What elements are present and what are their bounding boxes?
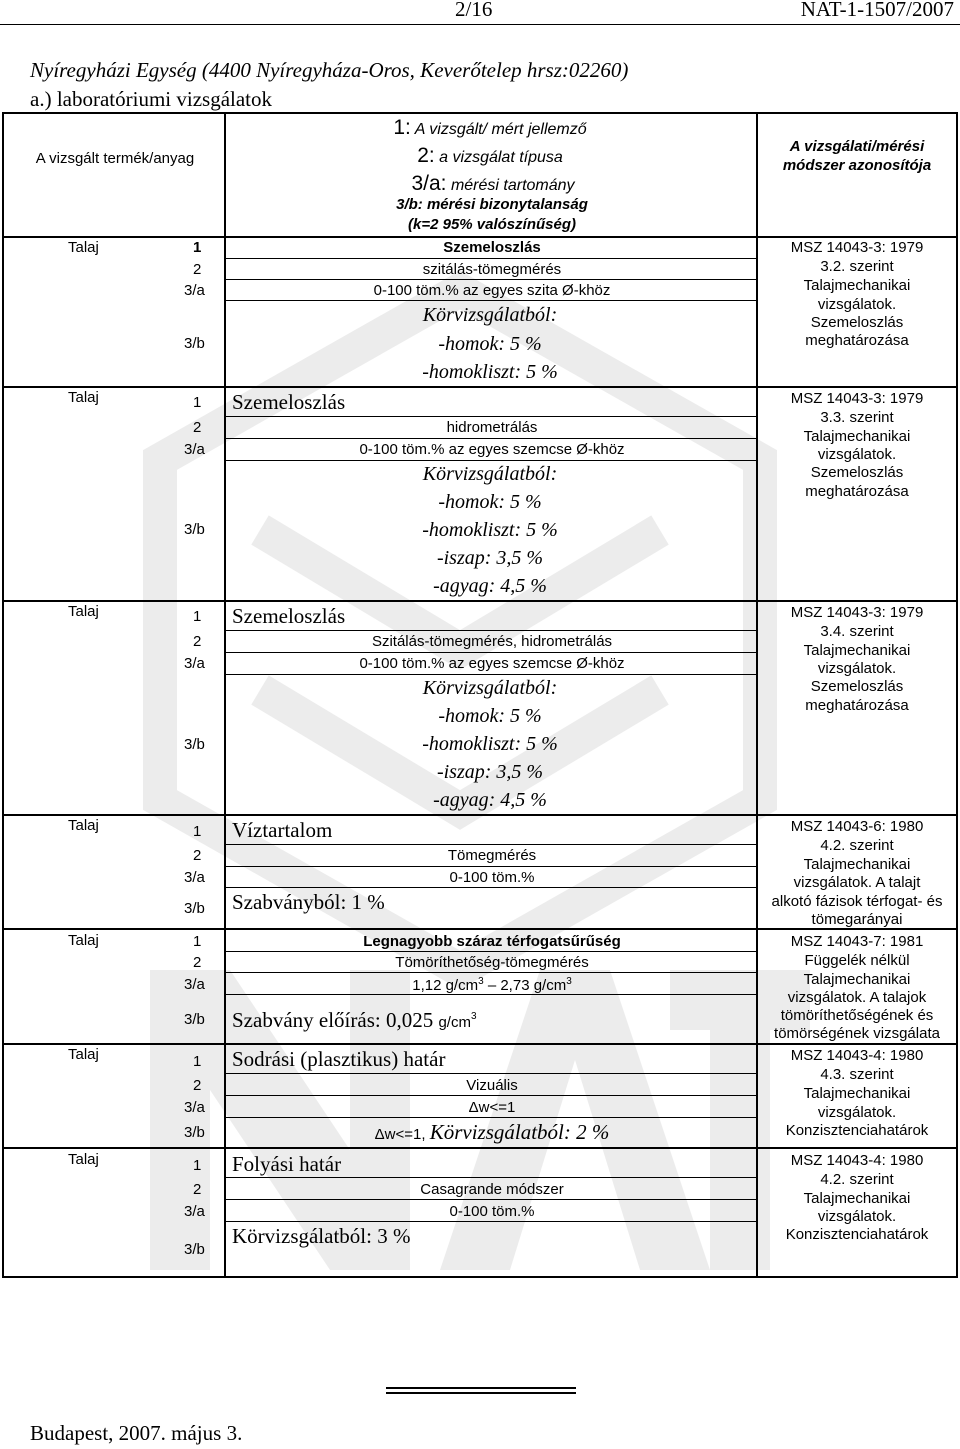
row-label-3a: 3/a	[184, 282, 205, 299]
header-legend-3a: 3/a: mérési tartomány	[411, 172, 575, 195]
row-label-3b: 3/b	[184, 736, 205, 753]
row-label-3b: 3/b	[184, 1011, 205, 1028]
method-line: meghatározása	[805, 483, 909, 500]
header-legend-1: 1: A vizsgált/ mért jellemző	[393, 116, 587, 139]
row-separator	[2, 814, 958, 816]
method-line: tömegarányai	[811, 911, 903, 928]
row-label-2: 2	[193, 261, 202, 278]
method-line: tömöríthetőségének és	[780, 1007, 934, 1024]
col-divider-2	[756, 112, 758, 1278]
row-label-3a: 3/a	[184, 869, 205, 886]
subrow-line	[226, 1177, 756, 1178]
material-label: Talaj	[68, 389, 99, 406]
uncertainty-line: -iszap: 3,5 %	[436, 761, 544, 783]
row-label-1: 1	[193, 394, 202, 411]
subrow-line	[226, 972, 756, 973]
header-legend-2: 2: a vizsgálat típusa	[417, 144, 563, 167]
method-line: Konzisztenciahatárok	[785, 1226, 929, 1243]
method-line: meghatározása	[805, 697, 909, 714]
subrow-line	[226, 1095, 756, 1096]
subrow-line	[226, 994, 756, 995]
section-title: a.) laboratóriumi vizsgálatok	[30, 87, 273, 111]
method-line: Talajmechanikai	[803, 856, 911, 873]
method-line: MSZ 14043-3: 1979	[790, 390, 924, 407]
header-bottom-rule	[2, 236, 958, 238]
uncertainty-line: -homokliszt: 5 %	[422, 519, 558, 541]
footer-rule	[386, 1392, 576, 1394]
row-label-2: 2	[193, 954, 202, 971]
measuring-range: Δw<=1	[468, 1099, 516, 1116]
measuring-range: 0-100 töm.% az egyes szita Ø-khöz	[373, 282, 611, 299]
subrow-line	[226, 438, 756, 439]
method-line: Talajmechanikai	[803, 428, 911, 445]
subrow-line	[226, 630, 756, 631]
material-label: Talaj	[68, 817, 99, 834]
material-label: Talaj	[68, 932, 99, 949]
characteristic: Szemeloszlás	[443, 239, 541, 256]
subrow-line	[226, 652, 756, 653]
test-type: Tömöríthetőség-tömegmérés	[395, 954, 589, 971]
subrow-line	[226, 1221, 756, 1222]
subrow-line	[226, 951, 756, 952]
row-label-1: 1	[193, 239, 202, 256]
row-label-3b: 3/b	[184, 1124, 205, 1141]
uncertainty-line: Körvizsgálatból:	[422, 304, 558, 326]
uncertainty-line: Körvizsgálatból:	[422, 677, 558, 699]
method-line: vizsgálatok. A talajt	[793, 874, 921, 891]
row-label-3a: 3/a	[184, 976, 205, 993]
characteristic: Folyási határ	[232, 1152, 342, 1176]
unit-title: Nyíregyházi Egység (4400 Nyíregyháza-Oros, Keverőtelep hrsz:02260)	[30, 58, 629, 82]
row-label-2: 2	[193, 1077, 202, 1094]
characteristic: Sodrási (plasztikus) határ	[232, 1047, 446, 1071]
test-type: Tömegmérés	[447, 847, 537, 864]
uncertainty: Szabvány előírás: 0,025 $g/cm^3$	[232, 1008, 477, 1032]
method-line: 4.2. szerint	[820, 837, 894, 854]
row-label-1: 1	[193, 1053, 202, 1070]
characteristic: Szemeloszlás	[232, 390, 346, 414]
test-type: hidrometrálás	[446, 419, 538, 436]
method-line: Függelék nélkül	[804, 952, 910, 969]
row-label-3b: 3/b	[184, 900, 205, 917]
method-line: vizsgálatok.	[817, 660, 897, 677]
method-line: Talajmechanikai	[803, 1085, 911, 1102]
method-line: tömörségének vizsgálata	[774, 1025, 940, 1042]
method-line: Talajmechanikai	[803, 277, 911, 294]
col-divider-1	[224, 112, 226, 1278]
subrow-line	[226, 1117, 756, 1118]
subrow-line	[226, 887, 756, 888]
method-line: meghatározása	[805, 332, 909, 349]
row-label-3a: 3/a	[184, 655, 205, 672]
subrow-line	[226, 1073, 756, 1074]
uncertainty: Körvizsgálatból: 3 %	[232, 1224, 411, 1248]
test-type: Szitálás-tömegmérés, hidrometrálás	[371, 633, 613, 650]
row-separator	[2, 1147, 958, 1149]
measuring-range: 1,12 $g/cm^3 - 2,73$ $g/cm^3$	[412, 976, 572, 994]
row-label-2: 2	[193, 633, 202, 650]
uncertainty-line: -homokliszt: 5 %	[422, 733, 558, 755]
subrow-line	[226, 416, 756, 417]
header-method-1: A vizsgálati/mérési	[789, 138, 925, 155]
uncertainty: Szabványból: 1 %	[232, 890, 385, 914]
uncertainty-line: Körvizsgálatból:	[422, 463, 558, 485]
row-label-2: 2	[193, 419, 202, 436]
header-product: A vizsgált termék/anyag	[35, 150, 195, 167]
method-line: MSZ 14043-3: 1979	[790, 239, 924, 256]
subrow-line	[226, 844, 756, 845]
material-label: Talaj	[68, 1151, 99, 1168]
method-line: vizsgálatok.	[817, 1208, 897, 1225]
header-method-2: módszer azonosítója	[782, 157, 932, 174]
method-line: Szemeloszlás	[810, 464, 904, 481]
row-label-2: 2	[193, 847, 202, 864]
method-line: MSZ 14043-4: 1980	[790, 1047, 924, 1064]
characteristic: Legnagyobb száraz térfogatsűrűség	[363, 933, 621, 950]
method-line: 4.2. szerint	[820, 1171, 894, 1188]
method-line: Konzisztenciahatárok	[785, 1122, 929, 1139]
material-label: Talaj	[68, 603, 99, 620]
method-line: 3.2. szerint	[820, 258, 894, 275]
test-type: szitálás-tömegmérés	[422, 261, 562, 278]
method-line: Talajmechanikai	[803, 642, 911, 659]
uncertainty-line: -homok: 5 %	[438, 705, 542, 727]
row-label-3b: 3/b	[184, 335, 205, 352]
uncertainty: Δw<=1, Körvizsgálatból: 2 %	[374, 1120, 610, 1144]
row-separator	[2, 928, 958, 930]
uncertainty-line: -homok: 5 %	[438, 333, 542, 355]
document-id: NAT-1-1507/2007	[800, 0, 954, 21]
place-date: Budapest, 2007. május 3.	[30, 1421, 243, 1445]
subrow-line	[226, 300, 756, 301]
row-label-1: 1	[193, 608, 202, 625]
row-label-2: 2	[193, 1181, 202, 1198]
test-type: Casagrande módszer	[420, 1181, 564, 1198]
row-label-1: 1	[193, 823, 202, 840]
method-line: vizsgálatok.	[817, 446, 897, 463]
measuring-range: 0-100 töm.%	[449, 869, 535, 886]
row-label-3b: 3/b	[184, 1241, 205, 1258]
header-legend-3b-k: (k=2 95% valószínűség)	[408, 216, 576, 233]
method-line: vizsgálatok.	[817, 1104, 897, 1121]
subrow-line	[226, 866, 756, 867]
method-line: 4.3. szerint	[820, 1066, 894, 1083]
method-line: vizsgálatok.	[817, 296, 897, 313]
header-legend-3b: 3/b: mérési bizonytalanság	[396, 196, 588, 213]
subrow-line	[226, 460, 756, 461]
method-line: Szemeloszlás	[810, 678, 904, 695]
measuring-range: 0-100 töm.% az egyes szemcse Ø-khöz	[359, 441, 625, 458]
method-line: alkotó fázisok térfogat- és	[771, 893, 943, 910]
method-line: MSZ 14043-3: 1979	[790, 604, 924, 621]
subrow-line	[226, 258, 756, 259]
material-label: Talaj	[68, 1046, 99, 1063]
characteristic: Szemeloszlás	[232, 604, 346, 628]
row-label-3a: 3/a	[184, 441, 205, 458]
method-line: vizsgálatok. A talajok	[787, 989, 927, 1006]
uncertainty-line: -homok: 5 %	[438, 491, 542, 513]
row-label-3b: 3/b	[184, 521, 205, 538]
footer-rule	[386, 1387, 576, 1389]
header-rule	[0, 24, 960, 25]
row-label-3a: 3/a	[184, 1099, 205, 1116]
row-separator	[2, 386, 958, 388]
uncertainty-line: -iszap: 3,5 %	[436, 547, 544, 569]
method-line: MSZ 14043-4: 1980	[790, 1152, 924, 1169]
method-line: MSZ 14043-7: 1981	[790, 933, 924, 950]
subrow-line	[226, 279, 756, 280]
row-label-3a: 3/a	[184, 1203, 205, 1220]
uncertainty-line: -agyag: 4,5 %	[433, 789, 547, 811]
method-line: 3.4. szerint	[820, 623, 894, 640]
measuring-range: 0-100 töm.%	[449, 1203, 535, 1220]
row-separator	[2, 600, 958, 602]
method-line: 3.3. szerint	[820, 409, 894, 426]
page-number: 2/16	[455, 0, 493, 21]
test-type: Vizuális	[466, 1077, 518, 1094]
subrow-line	[226, 674, 756, 675]
measuring-range: 0-100 töm.% az egyes szemcse Ø-khöz	[359, 655, 625, 672]
row-label-1: 1	[193, 933, 202, 950]
uncertainty-line: -homokliszt: 5 %	[422, 361, 558, 383]
characteristic: Víztartalom	[232, 818, 333, 842]
row-label-1: 1	[193, 1157, 202, 1174]
method-line: Szemeloszlás	[810, 314, 904, 331]
method-line: Talajmechanikai	[803, 1190, 911, 1207]
uncertainty-line: -agyag: 4,5 %	[433, 575, 547, 597]
row-separator	[2, 1043, 958, 1045]
method-line: Talajmechanikai	[803, 971, 911, 988]
subrow-line	[226, 1199, 756, 1200]
method-line: MSZ 14043-6: 1980	[790, 818, 924, 835]
material-label: Talaj	[68, 239, 99, 256]
